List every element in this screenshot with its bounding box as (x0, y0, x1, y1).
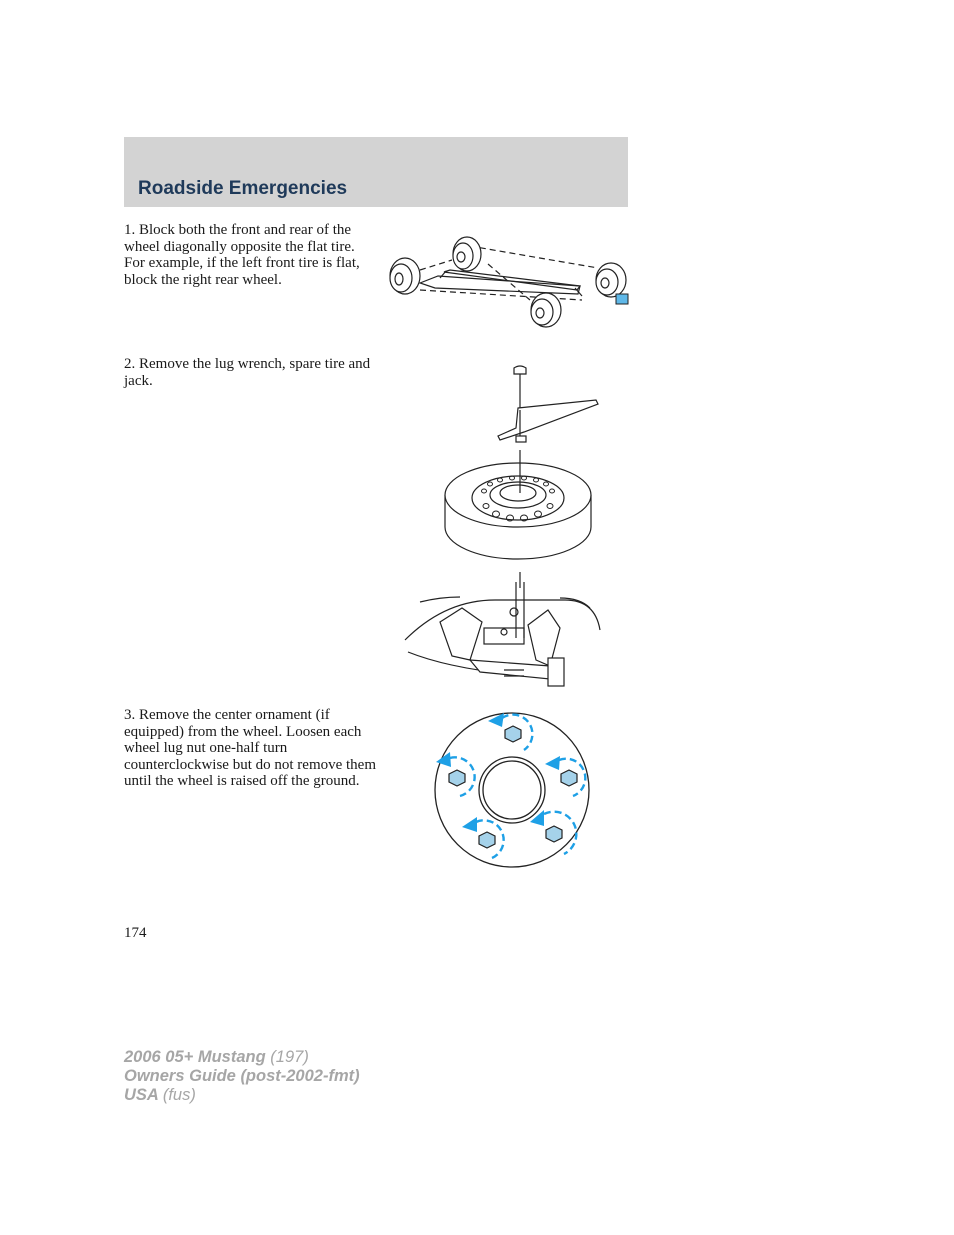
diagonal-wheel-block-illustration (380, 228, 635, 333)
step-3-text: 3. Remove the center ornament (if equipped) from the wheel. Loosen each wheel lug nut one-half turn counterclockwise but do not remove them until the wheel is raised off the ground. (124, 707, 377, 790)
section-title: Roadside Emergencies (138, 178, 348, 199)
footer (124, 1048, 360, 1105)
lug-nut-loosening-illustration (432, 710, 597, 875)
section-header-band (124, 137, 628, 207)
footer-region: USA (124, 1086, 159, 1104)
step-2-text: 2. Remove the lug wrench, spare tire and jack. (124, 356, 371, 389)
footer-model: 2006 05+ Mustang (124, 1048, 266, 1066)
page-number: 174 (124, 925, 147, 941)
step-1-text: 1. Block both the front and rear of the wheel diagonally opposite the flat tire. For example, if the left front tire is flat, block the right rear wheel. (124, 222, 360, 288)
footer-guide: Owners Guide (post-2002-fmt) (124, 1067, 360, 1085)
footer-line-1 (124, 1048, 360, 1067)
footer-region-code: (fus) (162, 1086, 196, 1104)
spare-tire-jack-removal-illustration (400, 360, 610, 695)
footer-model-code: (197) (270, 1048, 309, 1066)
footer-line-2 (124, 1067, 360, 1086)
footer-line-3 (124, 1086, 360, 1105)
